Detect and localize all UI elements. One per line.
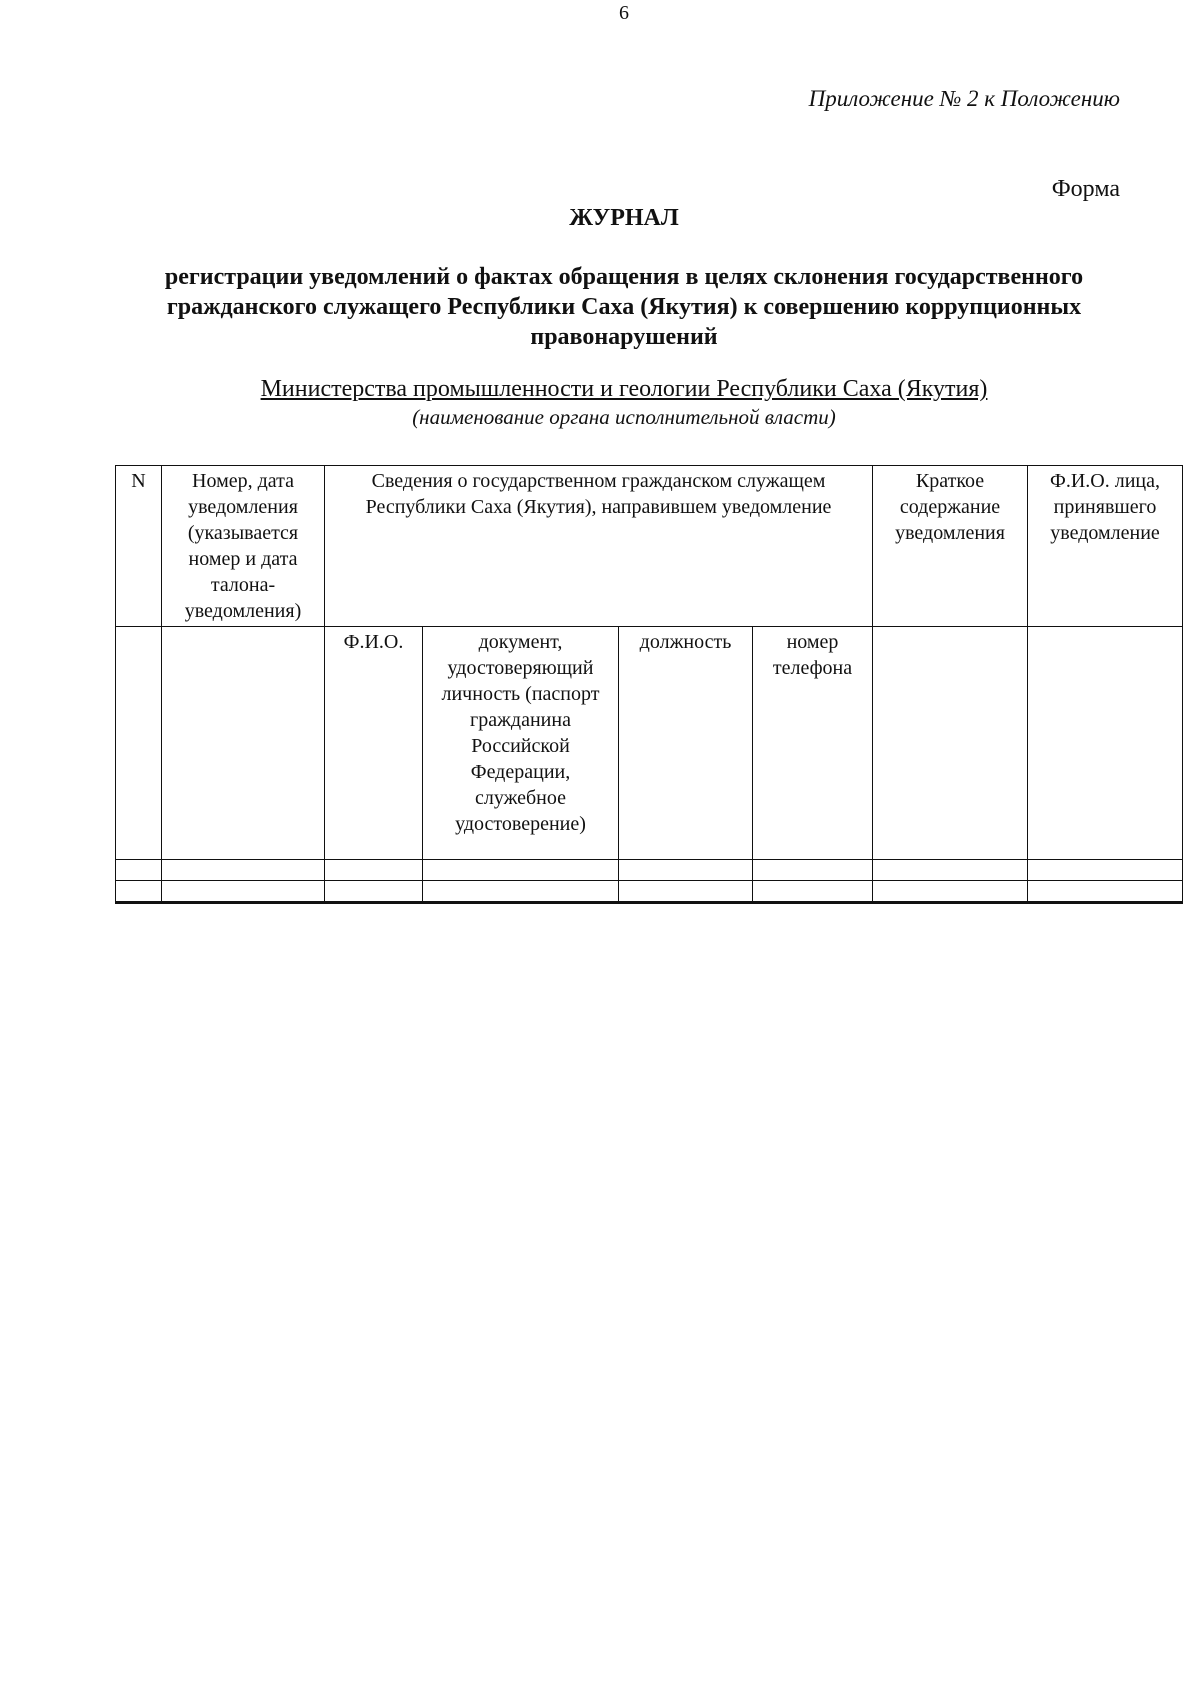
table-subheader-row [116,627,1183,860]
subheader-position: должность [619,627,753,860]
table-cell [1028,860,1183,881]
ministry-name: Министерства промышленности и геологии Республики Саха (Якутия) [260,376,988,402]
subheader-document: документ, удостоверяющий личность (паспорт гражданина Российской Федерации, служебное удостоверение) [423,627,619,860]
table-cell [873,881,1028,903]
table-cell [162,860,325,881]
table-cell [753,860,873,881]
table-cell [116,881,162,903]
page-number: 6 [619,2,629,24]
header-employee-info: Сведения о государственном гражданском служащем Республики Саха (Якутия), направившем уведомление [325,466,873,627]
table-cell [1028,881,1183,903]
header-n: N [116,466,162,627]
table-row [116,881,1183,903]
table-row [116,860,1183,881]
header-summary: Краткое содержание уведомления [873,466,1028,627]
journal-title: ЖУРНАЛ [569,205,679,231]
table-cell [325,881,423,903]
subheader-empty-cell [1028,627,1183,860]
table-cell [619,860,753,881]
table-cell [116,860,162,881]
header-receiver: Ф.И.О. лица, принявшего уведомление [1028,466,1183,627]
form-label: Форма [1051,176,1120,202]
subheader-empty-cell [116,627,162,860]
table-cell [753,881,873,903]
journal-subtitle: регистрации уведомлений о фактах обращения в целях склонения государственного гражданского служащего Республики Саха (Якутия) к совершению коррупционных правонарушений [164,264,1084,350]
table-header-row [116,466,1183,627]
ministry-caption: (наименование органа исполнительной власти) [412,405,836,429]
subheader-empty-cell [873,627,1028,860]
table-cell [873,860,1028,881]
table-cell [423,860,619,881]
table-cell [619,881,753,903]
appendix-label: Приложение № 2 к Положению [808,86,1120,111]
subheader-phone: номер телефона [753,627,873,860]
table-cell [325,860,423,881]
table-cell [162,881,325,903]
journal-table [115,465,1183,904]
subheader-empty-cell [162,627,325,860]
table-cell [423,881,619,903]
subheader-fio: Ф.И.О. [325,627,423,860]
header-number-date: Номер, дата уведомления (указывается номер и дата талона-уведомления) [162,466,325,627]
